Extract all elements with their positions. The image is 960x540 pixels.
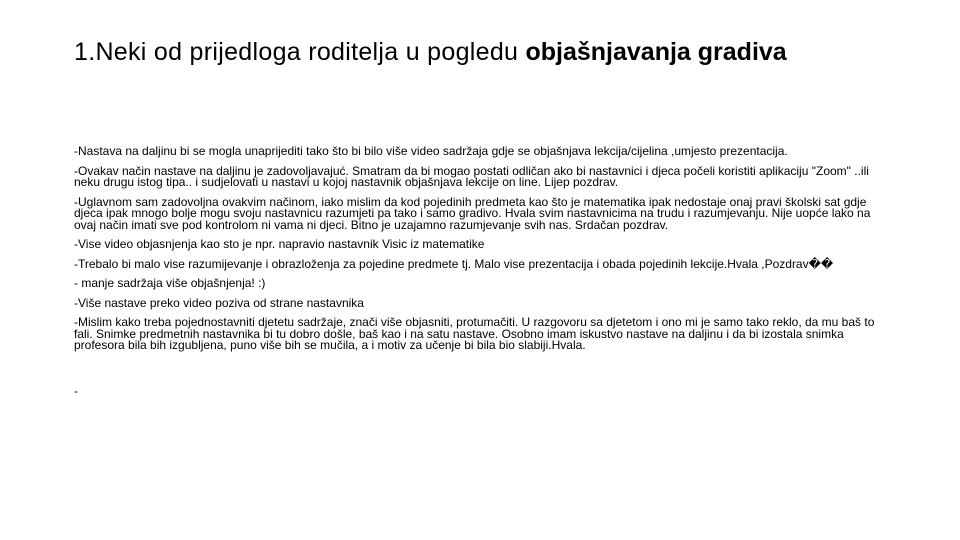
comment-paragraph: -Ovakav način nastave na daljinu je zadovoljavajuć. Smatram da bi mogao postati odličan ako bi nastavnici i djeca počeli koristiti aplikaciju "Zoom" ..ili neku drugu istog tipa.. i sudjelovati u nastavi u kojoj nastavnik objašnjava lekcije on line. Lijep pozdrav. bbox=[74, 163, 869, 189]
comment-paragraph: -Trebalo bi malo vise razumijevanje i obrazloženja za pojedine predmete tj. Malo vise prezentacija i obada pojedinih lekcije.Hvala ,Pozdrav�� bbox=[74, 256, 834, 271]
comment-paragraph: - manje sadržaja više objašnjenja! :) bbox=[74, 276, 266, 290]
title-regular-text: 1.Neki od prijedloga roditelja u pogledu bbox=[74, 38, 526, 66]
comment-paragraph: -Nastava na daljinu bi se mogla unaprijediti tako što bi bilo više video sadržaja gdje se objašnjava lekcija/cijelina ,umjesto prezentacija. bbox=[74, 144, 788, 158]
comment-paragraph: -Više nastave preko video poziva od strane nastavnika bbox=[74, 295, 364, 310]
comment-paragraph: -Vise video objasnjenja kao sto je npr. napravio nastavnik Visic iz matematike bbox=[74, 237, 485, 251]
comment-paragraph: -Mislim kako treba pojednostavniti djetetu sadržaje, znači više objasniti, protumačiti. U razgovoru sa djetetom i ono mi je samo tako reklo, da mu baš to fali. Snimke predmetnih nastavnika bi tu dobro došle, baš kao i na satu nastave. Osobno imam iskustvo nastave na daljinu i da bi izostala snimka profesora bila bih izgubljena, puno više bih se mučila, a i motiv za učenje bi bila bio slabiji.Hvala. bbox=[74, 315, 875, 352]
title-bold-text: objašnjavanja gradiva bbox=[525, 38, 787, 66]
trailing-dash: - bbox=[74, 383, 78, 398]
slide-title bbox=[74, 38, 934, 67]
slide-body bbox=[74, 146, 894, 405]
comment-paragraph: -Uglavnom sam zadovoljna ovakvim načinom, iako mislim da kod pojedinih predmeta kao što je matematika ipak nedostaje onaj pravi školski sat gdje djeca ipak mnogo bolje mogu svoju nastavnicu razumjeti pa tako i samo gradivo. Hvala svim nastavnicima na trudu i razumjevanju. Nije uopće lako na ovaj način imati sve pod kontrolom ni vama ni djeci. Bitno je uzajamno razumjevanje svih nas. Srdačan pozdrav. bbox=[74, 194, 871, 232]
